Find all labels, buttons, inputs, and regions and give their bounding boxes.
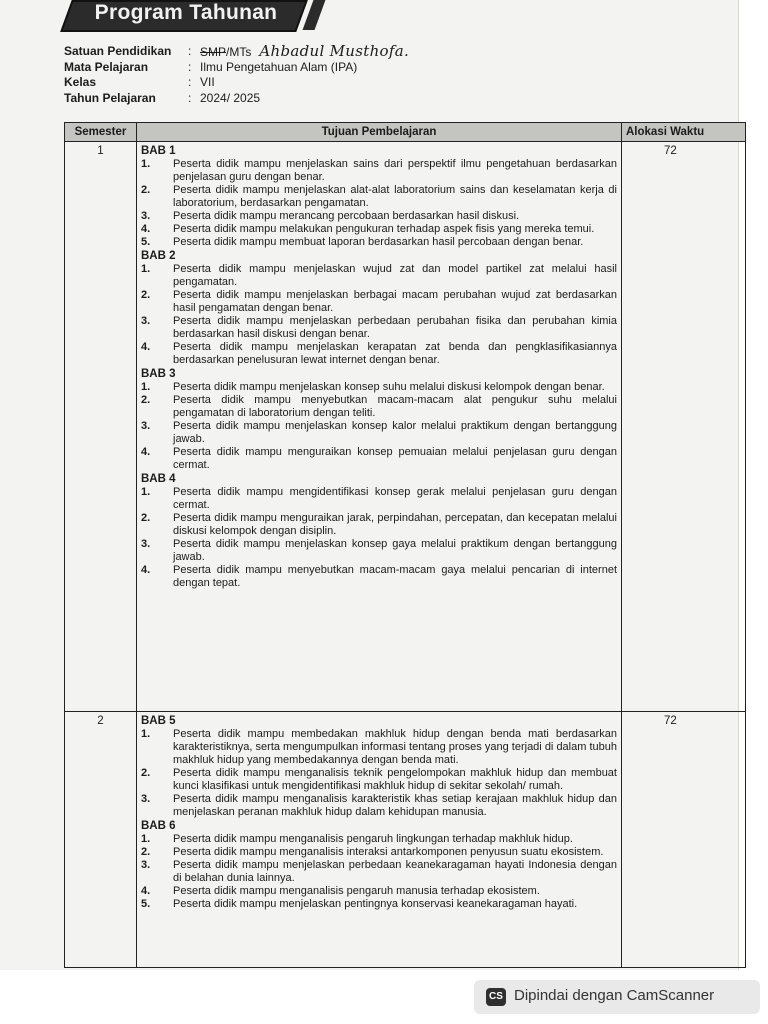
- item-text: Peserta didik mampu menganalisis karakteristik khas setiap kerajaan makhluk hidup dan menjelaskan peranan makhluk hidup dalam kehidupan manusia.: [173, 793, 617, 819]
- item-number: 4.: [141, 341, 151, 353]
- list-item: [141, 158, 617, 184]
- handwritten-school-name: Ahbadul Musthofa.: [259, 42, 410, 60]
- item-number: 4.: [141, 564, 151, 576]
- item-number: 4.: [141, 885, 151, 898]
- list-item: [141, 315, 617, 341]
- item-text: Peserta didik mampu menjelaskan alat-alat laboratorium sains dan keselamatan kerja di laboratorium, berdasarkan pengamatan.: [173, 184, 617, 209]
- alokasi-waktu-cell: 72: [622, 142, 746, 712]
- bab-title: BAB 1: [141, 145, 176, 157]
- item-number: 3.: [141, 420, 151, 432]
- list-item: [141, 564, 617, 590]
- list-item: [141, 420, 617, 446]
- item-text: Peserta didik mampu menganalisis pengaruh manusia terhadap ekosistem.: [173, 885, 540, 898]
- item-text: Peserta didik mampu menjelaskan kerapatan zat benda dan pengklasifikasiannya berdasarkan penelusuran lewat internet dengan benar.: [173, 341, 617, 366]
- item-text: Peserta didik mampu menjelaskan perbedaan perubahan fisika dan perubahan kimia berdasarkan hasil diskusi dengan benar.: [173, 315, 617, 340]
- bab-title: BAB 6: [141, 820, 176, 833]
- struck-text: SMP: [200, 45, 227, 59]
- list-item: [141, 885, 617, 898]
- list-item: [141, 833, 617, 846]
- item-number: 2.: [141, 289, 151, 301]
- item-text: Peserta didik mampu menjelaskan perbedaan keanekaragaman hayati Indonesia dengan di belahan dunia lainnya.: [173, 859, 617, 885]
- annual-program-table: [64, 122, 746, 968]
- item-text: Peserta didik mampu melakukan pengukuran terhadap aspek fisis yang mereka temui.: [173, 223, 595, 235]
- item-text: Peserta didik mampu menjelaskan sains dari perspektif ilmu pengetahuan berdasarkan penjelasan guru dengan benar.: [173, 158, 617, 183]
- item-number: 1.: [141, 728, 151, 741]
- list-item: [141, 728, 617, 767]
- item-number: 1.: [141, 263, 151, 275]
- list-item: [141, 223, 617, 236]
- bab-title: BAB 5: [141, 715, 176, 728]
- item-number: 3.: [141, 210, 151, 222]
- bab-title: BAB 4: [141, 473, 176, 485]
- item-number: 3.: [141, 793, 151, 806]
- list-item: [141, 898, 617, 911]
- watermark-text: Dipindai dengan CamScanner: [514, 987, 715, 1004]
- list-item: [141, 341, 617, 367]
- list-item: [141, 538, 617, 564]
- item-text: Peserta didik mampu mengidentifikasi konsep gerak melalui penjelasan guru dengan cermat.: [173, 486, 617, 511]
- item-text: Peserta didik mampu menjelaskan konsep gaya melalui praktikum dengan bertanggung jawab.: [173, 538, 617, 563]
- item-text: Peserta didik mampu membuat laporan berdasarkan hasil percobaan dengan benar.: [173, 236, 584, 248]
- camscanner-watermark: [474, 980, 760, 1014]
- item-number: 3.: [141, 315, 151, 327]
- list-item: [141, 236, 617, 249]
- item-text: Peserta didik mampu menjelaskan konsep kalor melalui praktikum dengan bertanggung jawab.: [173, 420, 617, 445]
- item-number: 3.: [141, 538, 151, 550]
- list-item: [141, 446, 617, 472]
- list-item: [141, 846, 617, 859]
- list-item: [141, 486, 617, 512]
- item-text: Peserta didik mampu merancang percobaan berdasarkan hasil diskusi.: [173, 210, 520, 222]
- list-item: [141, 512, 617, 538]
- list-item: [141, 394, 617, 420]
- item-number: 2.: [141, 394, 151, 406]
- semester-cell: 1: [65, 142, 137, 712]
- scanned-page: Program Tahunan Satuan Pendidikan : SMP/MTs Ahbadul Musthofa. Mata Pelajaran : Ilmu Pengetahuan Alam (IPA) Kelas : VII Tahun Pelajaran : 2024/ 2025 Semester Tujuan Pembelajaran Alokasi Waktu 1 BAB 1 1. Peserta didik mampu menjelaskan sains dari perspektif ilmu pengetahuan berdasarkan penjelasan guru dengan benar. 2. Peserta didik mampu menjelaskan alat-alat laboratorium sains dan keselamatan kerja di laboratorium, berdasarkan pengamatan. 3. Peserta didik mampu merancang percobaan berdasarkan hasil diskusi. 4. Peserta didik mampu melakukan pengukuran terhadap aspek fisis yang mereka temui. 5. Peserta didik mampu membuat laporan berdasarkan hasil percobaan dengan benar. BAB 2 1. Peserta didik mampu menjelaskan wujud zat dan model partikel zat melalui hasil pengamatan. 2. Peserta didik mampu menjelaskan berbagai macam perubahan wujud zat berdasarkan hasil pengamatan dengan benar. 3. Peserta didik mampu menjelaskan perbedaan perubahan fisika dan perubahan kimia berdasarkan hasil diskusi dengan benar. 4. Peserta didik mampu menjelaskan kerapatan zat benda dan pengklasifikasiannya berdasarkan penelusuran lewat internet dengan benar. BAB 3 1. Peserta didik mampu menjelaskan konsep suhu melalui diskusi kelompok dengan benar. 2. Peserta didik mampu menyebutkan macam-macam alat pengukur suhu melalui pengamatan di laboratorium dengan teliti. 3. Peserta didik mampu menjelaskan konsep kalor melalui praktikum dengan bertanggung jawab. 4. Peserta didik mampu menguraikan konsep pemuaian melalui penjelasan guru dengan cermat. BAB 4 1. Peserta didik mampu mengidentifikasi konsep gerak melalui penjelasan guru dengan cermat. 2. Peserta didik mampu menguraikan jarak, perpindahan, percepatan, dan kecepatan melalui diskusi kelompok dengan disiplin. 3. Peserta didik mampu menjelaskan konsep gaya melalui praktikum dengan bertanggung jawab. 4. Peserta didik mampu menyebutkan macam-macam gaya melalui pencarian di internet dengan tepat. 72 2 BAB 5 1. Peserta didik mampu membedakan makhluk hidup dengan benda mati berdasarkan karakteristiknya, serta mengumpulkan informasi tentang proses yang terjadi di dalam tubuh makhluk hidup yang membedakannya dengan benda mati. 2. Peserta didik mampu menganalisis teknik pengelompokan makhluk hidup dan membuat kunci klasifikasi untuk mengidentifikasi makhluk hidup di sekitar sekolah/ rumah. 3. Peserta didik mampu menganalisis karakteristik khas setiap kerajaan makhluk hidup dan menjelaskan peranan makhluk hidup dalam kehidupan manusia. BAB 6 1. Peserta didik mampu menganalisis pengaruh lingkungan terhadap makhluk hidup. 2. Peserta didik mampu menganalisis interaksi antarkomponen penyusun suatu ekosistem. 3. Peserta didik mampu menjelaskan perbedaan keanekaragaman hayati Indonesia dengan di belahan dunia lainnya. 4. Peserta didik mampu menganalisis pengaruh manusia terhadap ekosistem. 5. Peserta didik mampu menjelaskan pentingnya konservasi keanekaragaman hayati. 72: [0, 0, 739, 970]
- item-number: 1.: [141, 381, 151, 393]
- list-item: [141, 184, 617, 210]
- item-text: Peserta didik mampu menyebutkan macam-macam alat pengukur suhu melalui pengamatan di laboratorium dengan teliti.: [173, 394, 617, 419]
- item-number: 1.: [141, 486, 151, 498]
- item-number: 4.: [141, 446, 151, 458]
- item-text: Peserta didik mampu menganalisis teknik pengelompokan makhluk hidup dan membuat kunci klasifikasi untuk mengidentifikasi makhluk hidup di sekitar sekolah/ rumah.: [173, 767, 617, 793]
- item-text: Peserta didik mampu menganalisis pengaruh lingkungan terhadap makhluk hidup.: [173, 833, 573, 846]
- item-number: 2.: [141, 512, 151, 524]
- header-alokasi-waktu: Alokasi Waktu: [622, 123, 746, 142]
- list-item: [141, 381, 617, 394]
- item-number: 2.: [141, 846, 151, 859]
- item-text: Peserta didik mampu menganalisis interaksi antarkomponen penyusun suatu ekosistem.: [173, 846, 604, 859]
- list-item: [141, 859, 617, 885]
- item-text: Peserta didik mampu menjelaskan wujud zat dan model partikel zat melalui hasil pengamatan.: [173, 263, 617, 288]
- item-number: 1.: [141, 833, 151, 846]
- table-header-row: [65, 123, 746, 142]
- table-row: [65, 712, 746, 968]
- bab-title: BAB 2: [141, 250, 176, 262]
- item-text: Peserta didik mampu menjelaskan pentingnya konservasi keanekaragaman hayati.: [173, 898, 578, 911]
- item-number: 3.: [141, 859, 151, 872]
- list-item: [141, 210, 617, 223]
- list-item: [141, 793, 617, 819]
- alokasi-waktu-cell: 72: [622, 712, 746, 968]
- item-number: 5.: [141, 236, 151, 248]
- page-title: Program Tahunan: [94, 1, 278, 24]
- header-semester: Semester: [65, 123, 137, 142]
- item-number: 4.: [141, 223, 151, 235]
- list-item: [141, 289, 617, 315]
- item-text: Peserta didik mampu membedakan makhluk hidup dengan benda mati berdasarkan karakteristiknya, serta mengumpulkan informasi tentang proses yang terjadi di dalam tubuh makhluk hidup yang membedakannya dengan benda mati.: [173, 728, 617, 767]
- title-banner: [60, 0, 322, 30]
- list-item: [141, 263, 617, 289]
- item-text: Peserta didik mampu menyebutkan macam-macam gaya melalui pencarian di internet dengan tepat.: [173, 564, 617, 589]
- tujuan-cell: [137, 142, 622, 712]
- list-item: [141, 767, 617, 793]
- semester-cell: 2: [65, 712, 137, 968]
- item-text: Peserta didik mampu menguraikan konsep pemuaian melalui penjelasan guru dengan cermat.: [173, 446, 617, 471]
- item-text: Peserta didik mampu menguraikan jarak, perpindahan, percepatan, dan kecepatan melalui diskusi kelompok dengan disiplin.: [173, 512, 617, 537]
- table-row: [65, 142, 746, 712]
- tujuan-cell: [137, 712, 622, 968]
- bab-title: BAB 3: [141, 368, 176, 380]
- item-number: 2.: [141, 767, 151, 780]
- item-number: 5.: [141, 898, 151, 911]
- item-text: Peserta didik mampu menjelaskan berbagai macam perubahan wujud zat berdasarkan hasil pengamatan dengan benar.: [173, 289, 617, 314]
- item-number: 2.: [141, 184, 151, 196]
- item-number: 1.: [141, 158, 151, 170]
- header-tujuan-pembelajaran: Tujuan Pembelajaran: [137, 123, 622, 142]
- camscanner-logo-icon: CS: [486, 988, 506, 1006]
- item-text: Peserta didik mampu menjelaskan konsep suhu melalui diskusi kelompok dengan benar.: [173, 381, 605, 393]
